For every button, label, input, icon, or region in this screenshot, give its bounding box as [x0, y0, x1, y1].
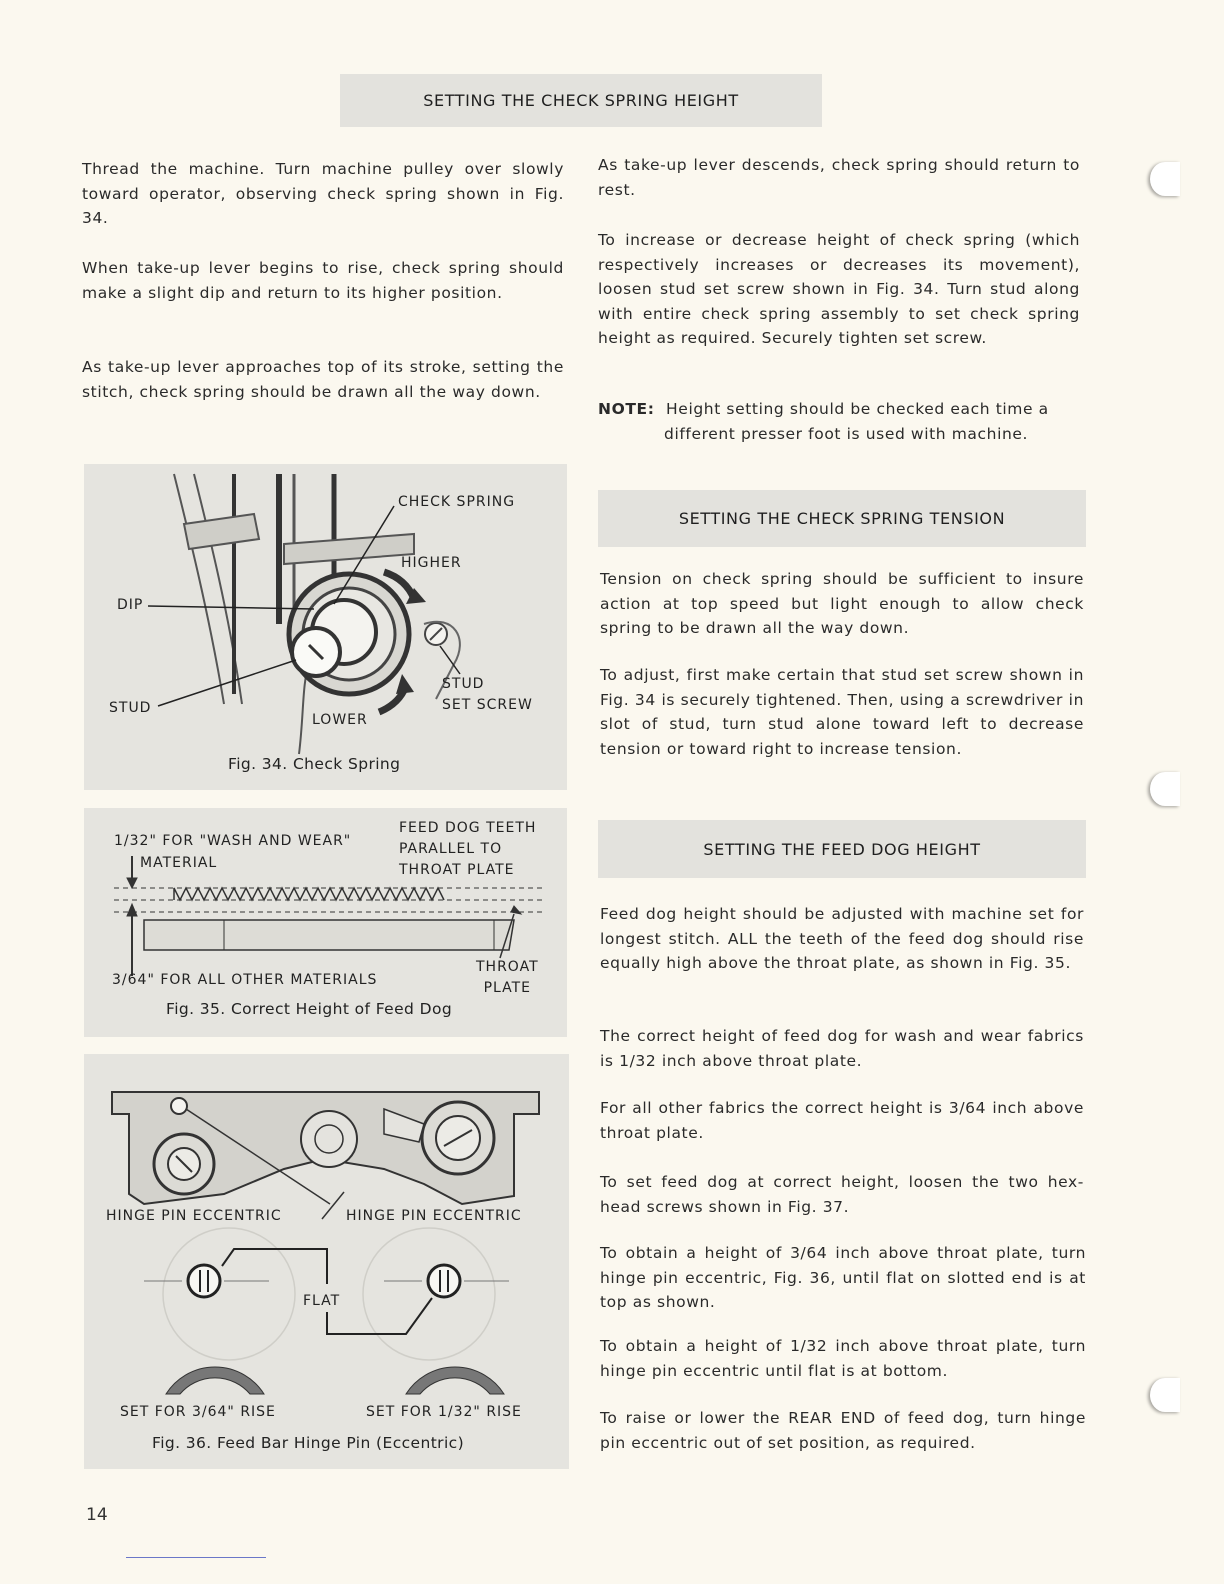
caption-fig-35: Fig. 35. Correct Height of Feed Dog [166, 1000, 453, 1018]
header-check-spring-height: SETTING THE CHECK SPRING HEIGHT [340, 74, 822, 127]
label-feed-dog-teeth: FEED DOG TEETH PARALLEL TO THROAT PLATE [399, 820, 537, 878]
paragraph-take-up-top: As take-up lever approaches top of its stroke, setting the stitch, check spring should be drawn all the way down. [82, 358, 564, 401]
paragraph-height-1-32: To obtain a height of 1/32 inch above throat plate, turn hinge pin eccentric until flat is at bottom. [600, 1337, 1086, 1380]
label-check-spring: CHECK SPRING [398, 494, 516, 510]
label-dip: DIP [117, 597, 144, 613]
rise-arc-left-icon [166, 1367, 264, 1394]
caption-fig-36: Fig. 36. Feed Bar Hinge Pin (Eccentric) [152, 1434, 465, 1452]
header-feed-dog-height: SETTING THE FEED DOG HEIGHT [598, 820, 1086, 878]
paragraph-other-fabrics-height: For all other fabrics the correct height is 3/64 inch above throat plate. [600, 1099, 1084, 1142]
page-number: 14 [86, 1505, 108, 1525]
paragraph-loosen-screws: To set feed dog at correct height, loosen the two hex-head screws shown in Fig. 37. [600, 1173, 1084, 1216]
eccentric-right-icon [428, 1265, 460, 1297]
label-set-1-32: SET FOR 1/32" RISE [366, 1404, 522, 1420]
paragraph-thread-machine: Thread the machine. Turn machine pulley over slowly toward operator, observing check spring shown in Fig. 34. [82, 160, 564, 227]
paragraph-increase-height: To increase or decrease height of check spring (which respectively increases or decreases its movement), loosen stud set screw shown in Fig. 34. Turn stud along with entire check spring assembly to set check spring height as required. Securely tighten set screw. [598, 231, 1080, 347]
hinge-pin-top-icon [171, 1098, 187, 1114]
label-other-materials: 3/64" FOR ALL OTHER MATERIALS [112, 972, 378, 988]
label-throat-plate: THROAT PLATE [476, 959, 539, 996]
footer-rule [126, 1557, 266, 1558]
paragraph-tension-sufficient: Tension on check spring should be sufficient to insure action at top speed but light enough to allow check spring to be drawn all the way down. [600, 570, 1084, 637]
paragraph-take-up-descends: As take-up lever descends, check spring should return to rest. [598, 156, 1080, 199]
label-higher: HIGHER [401, 555, 462, 571]
figure-34-check-spring [84, 464, 567, 790]
label-material: MATERIAL [140, 855, 218, 871]
label-stud: STUD [109, 700, 152, 716]
paragraph-feed-dog-adjust: Feed dog height should be adjusted with machine set for longest stitch. ALL the teeth of the feed dog should rise equally high above the throat plate, as shown in Fig. 35. [600, 905, 1084, 972]
note-line-1: Height setting should be checked each time a [666, 400, 1049, 418]
paragraph-wash-wear-height: The correct height of feed dog for wash and wear fabrics is 1/32 inch above throat plate. [600, 1027, 1084, 1070]
label-hinge-pin-left: HINGE PIN ECCENTRIC [106, 1208, 282, 1224]
header-check-spring-tension: SETTING THE CHECK SPRING TENSION [598, 490, 1086, 547]
binder-hole-top [1150, 162, 1180, 196]
figure-36-hinge-pin [84, 1054, 569, 1469]
paragraph-height-3-64: To obtain a height of 3/64 inch above throat plate, turn hinge pin eccentric, Fig. 36, until flat on slotted end is at top as shown. [600, 1244, 1086, 1311]
eccentric-left-icon [188, 1265, 220, 1297]
label-hinge-pin-right: HINGE PIN ECCENTRIC [346, 1208, 522, 1224]
binder-hole-middle [1150, 772, 1180, 806]
note-line-2: different presser foot is used with machine. [664, 424, 1029, 443]
label-stud-set-screw: STUD SET SCREW [442, 676, 533, 713]
paragraph-rear-end: To raise or lower the REAR END of feed dog, turn hinge pin eccentric out of set position, as required. [600, 1409, 1086, 1452]
feed-dog-teeth-icon [174, 888, 444, 900]
paragraph-tension-adjust: To adjust, first make certain that stud set screw shown in Fig. 34 is securely tightened. Then, using a screwdriver in slot of stud, turn stud alone toward left to decrease tension or toward right to increase tension. [600, 666, 1084, 758]
caption-fig-34: Fig. 34. Check Spring [228, 755, 401, 773]
label-lower: LOWER [312, 712, 368, 728]
throat-plate-icon [144, 920, 514, 950]
figure-35-feed-dog-height [84, 808, 567, 1037]
binder-hole-bottom [1150, 1378, 1180, 1412]
label-set-3-64: SET FOR 3/64" RISE [120, 1404, 276, 1420]
paragraph-take-up-rise: When take-up lever begins to rise, check spring should make a slight dip and return to its higher position. [82, 259, 564, 302]
check-spring-illustration [84, 464, 567, 790]
rise-arc-right-icon [406, 1367, 504, 1394]
label-wash-wear: 1/32" FOR "WASH AND WEAR" [114, 833, 352, 849]
label-flat: FLAT [303, 1293, 341, 1309]
note-height-setting [598, 397, 1088, 446]
note-label: NOTE: [598, 400, 655, 418]
